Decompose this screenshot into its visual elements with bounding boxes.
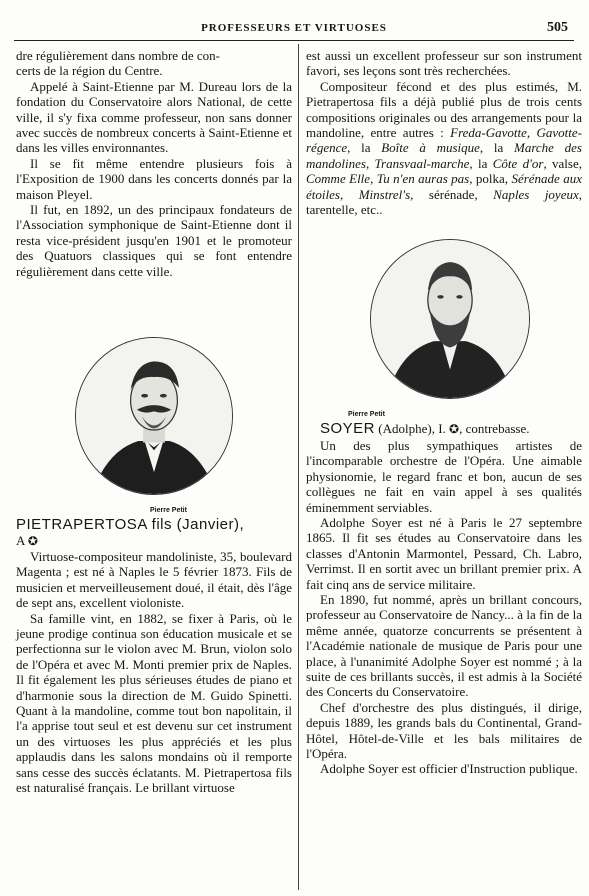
header-rule	[14, 40, 574, 41]
paragraph-sympathique: Un des plus sympathiques artistes de l'incomparable orchestre de l'Opéra. Une aimable physionomie, le regard franc et bon, aucun de ses collègues ne fait en vain appel à ses qualités éminemment serviables.	[306, 437, 582, 515]
work-separator: , tarentelle, etc..	[306, 186, 582, 218]
work-title: Tu n'en auras pas	[376, 171, 470, 187]
work-separator: ,	[370, 171, 377, 187]
portrait-credit: Pierre Petit	[150, 507, 187, 515]
running-title: PROFESSEURS ET VIRTUOSES	[201, 22, 387, 34]
paragraph-exposition: Il se fit même entendre plusieurs fois à l'Exposition de 1900 dans les concerts donnés par la maison Pleyel.	[16, 155, 292, 202]
work-title: Freda-Gavotte	[450, 125, 527, 141]
academic-palms-icon: ✪	[27, 533, 38, 548]
entry-heading-pietrapertosa	[16, 517, 292, 549]
continued-line-1: dre régulièrement dans nombre de con-	[16, 48, 220, 63]
portrait-image	[370, 239, 530, 399]
work-title: Sérénade aux étoiles	[306, 171, 583, 202]
running-header	[14, 18, 574, 38]
work-title: Boîte à musique	[381, 140, 480, 156]
column-divider	[298, 44, 299, 890]
paragraph-professeur: est aussi un excellent professeur sur son instrument favori, ses leçons sont très recherchées.	[306, 48, 582, 79]
portrait-soyer	[344, 239, 544, 421]
work-title: Marche des mandolines	[306, 140, 582, 171]
entry-heading-soyer	[306, 421, 582, 437]
portrait-pietrapertosa	[54, 337, 254, 515]
continued-line-2: certs de la région du Centre.	[16, 63, 163, 79]
paragraph-saint-etienne: Appelé à Saint-Etienne par M. Dureau lors de la fondation du Conservatoire alors National, de cette ville, il s'y fixa comme professeur, non sans donner avec succès de nombreux concerts à Saint-Etienne et dans les villes environnantes.	[16, 78, 292, 156]
paragraph-naissance: Adolphe Soyer est né à Paris le 27 septembre 1865. Il fit ses études au Conservatoire dans les classes d'Antonin Marmontel, Pessard, Ch. Labro, Verrimst. Il en sortit avec un brillant premier prix. A fait cinq ans de service militaire.	[306, 514, 582, 592]
work-separator: , polka,	[469, 171, 512, 187]
work-separator: , sérénade,	[410, 186, 494, 202]
work-separator: , la	[347, 140, 382, 156]
paragraph-officier: Adolphe Soyer est officier d'Instruction publique.	[320, 761, 578, 777]
portrait-engraving	[371, 240, 529, 398]
paragraph-compositeur	[306, 79, 582, 218]
left-column	[16, 48, 292, 795]
entry-instrument: , contrebasse.	[459, 421, 530, 437]
entry-title: A	[16, 532, 25, 548]
compositions-intro: Compositeur fécond et des plus estimés, M. Pietrapertosa fils a déjà publié plus de trois cents compositions originales ou des arrangements pour la mandoline, entre autres :	[306, 78, 582, 141]
paragraph-virtuose: Virtuose-compositeur mandoliniste, 35, boulevard Magenta ; est né à Naples le 5 février 1873. Fils de musicien et merveilleusement doué, il était, dès l'âge de sept ans, excellent violoniste.	[16, 548, 292, 611]
paragraph-nancy: En 1890, fut nommé, après un brillant concours, professeur au Conservatoire de Nancy... à la fin de la même année, quatorze concurrents se présentent à l'Académie nationale de musique de Paris pour une place, à l'unanimité Adolphe Soyer est nommé ; à la suite de ces brillants succès, il est admis à la Société des Concerts du Conservatoire.	[306, 591, 582, 700]
work-title: Gavotte-régence	[306, 125, 582, 156]
work-separator: ,	[339, 186, 359, 202]
work-title: Transvaal-marche	[374, 155, 470, 171]
portrait-image	[75, 337, 233, 495]
work-title: Côte d'or	[492, 155, 544, 171]
portrait-engraving	[76, 338, 232, 494]
academic-palms-icon: ✪	[449, 422, 460, 437]
portrait-credit: Pierre Petit	[348, 411, 385, 419]
work-separator: , la	[469, 155, 493, 171]
paragraph-chef-orchestre: Chef d'orchestre des plus distingués, il dirige, depuis 1889, les grands bals du Continental, Grand-Hôtel, Hôtel-de-Ville et les bals militaires de l'Opéra.	[306, 699, 582, 761]
page-number: 505	[547, 20, 568, 35]
work-separator: ,	[526, 125, 537, 141]
right-column	[306, 48, 582, 777]
entry-name: SOYER	[320, 420, 376, 438]
work-separator: , valse,	[543, 155, 582, 171]
entry-firstname: (Adolphe), I.	[378, 421, 446, 437]
work-title: Comme Elle	[306, 171, 371, 187]
entry-name: PIETRAPERTOSA fils (Janvier),	[16, 516, 245, 534]
paragraph-association: Il fut, en 1892, un des principaux fondateurs de l'Association symphonique de Saint-Etienne dont il resta vice-président jusqu'en 1901 et le promoteur des Quatuors classiques qui se font entendre régulièrement dans cette ville.	[16, 202, 292, 279]
work-separator: , la	[479, 140, 514, 156]
work-separator: ,	[365, 155, 375, 171]
work-title: Naples joyeux	[493, 186, 579, 202]
work-title: Minstrel's	[358, 186, 411, 202]
paragraph-famille: Sa famille vint, en 1882, se fixer à Paris, où le jeune prodige continua son éducation musicale et se perfectionna sur le violon avec M. Brun, violon solo de l'Opéra et avec M. Monti premier prix de Naples. Il fit également les plus sérieuses études de piano et d'harmonie sous la direction de M. Guido Spinetti. Quant à la mandoline, comme tout bon napolitain, il l'a apprise tout seul et est devenu sur cet instrument un des virtuoses les plus appréciés et les plus applaudis dans les salons mondains où il remporte sans cesse des succès éclatants. M. Pietrapertosa fils est naturalisé français. Le brillant virtuose	[16, 610, 292, 795]
